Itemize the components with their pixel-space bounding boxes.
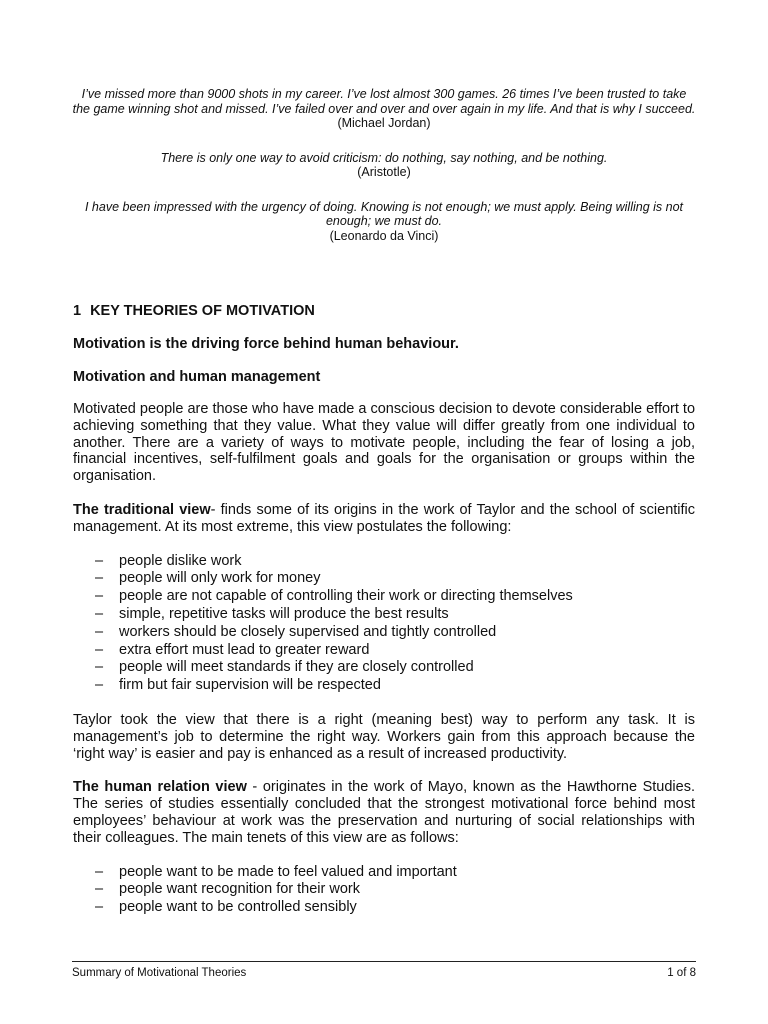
quote-aristotle bbox=[72, 151, 696, 180]
subheading-driving-force: Motivation is the driving force behind human behaviour. bbox=[73, 336, 459, 352]
quote-author: (Aristotle) bbox=[357, 165, 411, 179]
traditional-view-text: - finds some of its origins in the work of Taylor and the school of scientific management. At its most extreme, this view postulates the following: bbox=[73, 501, 696, 535]
paragraph-traditional-view bbox=[73, 502, 695, 536]
section-title: KEY THEORIES OF MOTIVATION bbox=[90, 303, 315, 319]
quote-author: (Michael Jordan) bbox=[337, 116, 431, 130]
traditional-view-label: The traditional view bbox=[73, 501, 211, 518]
quote-text: I’ve missed more than 9000 shots in my career. I’ve lost almost 300 games. 26 times I’ve been trusted to take the game winning shot and missed. I’ve failed over and over and over again in my life. And that is why I succeed. bbox=[72, 87, 696, 116]
list-item: – workers should be closely supervised and tightly controlled bbox=[95, 623, 497, 640]
dash-bullet: – bbox=[95, 659, 104, 676]
dash-bullet: – bbox=[95, 570, 104, 587]
list-item: – people want to be controlled sensibly bbox=[95, 899, 357, 916]
footer-divider bbox=[72, 961, 696, 962]
human-relation-view-label: The human relation view bbox=[73, 779, 247, 796]
quotes-block bbox=[72, 87, 696, 263]
section-number: 1 bbox=[73, 303, 82, 319]
dash-bullet: – bbox=[95, 677, 104, 694]
quote-author: (Leonardo da Vinci) bbox=[329, 228, 439, 243]
paragraph-motivated-people: Motivated people are those who have made a conscious decision to devote considerable effort to achieving something that they value. What they value will differ greatly from one individual to another. There are a variety of ways to motivate people, including the fear of losing a job, financial incentives, self-fulfilment goals and goals for the organisation or groups within the organisation. bbox=[73, 401, 696, 485]
quote-text: I have been impressed with the urgency of doing. Knowing is not enough; we must apply. Being willing is not enough; we must do. bbox=[84, 199, 684, 228]
human-relation-view-text: - originates in the work of Mayo, known as the Hawthorne Studies. The series of studies essentially concluded that the strongest motivational force behind most employees’ behaviour at work was the preservation and nurturing of social relationships with their colleagues. The main tenets of this view are as follows: bbox=[73, 779, 695, 846]
list-item: – people will only work for money bbox=[95, 570, 321, 587]
quote-text: There is only one way to avoid criticism: do nothing, say nothing, and be nothing. bbox=[160, 150, 608, 165]
list-item: – people will meet standards if they are closely controlled bbox=[95, 659, 474, 676]
dash-bullet: – bbox=[95, 552, 104, 569]
page-number: 1 of 8 bbox=[667, 967, 696, 979]
list-item: – people want recognition for their work bbox=[95, 881, 360, 898]
paragraph-taylor: Taylor took the view that there is a right (meaning best) way to perform any task. It is management’s job to determine the right way. Workers gain from this approach because the ‘right way’ is easier and pay is enhanced as a result of increased productivity. bbox=[73, 711, 695, 762]
list-item: – people dislike work bbox=[95, 552, 242, 569]
paragraph-human-relation-view bbox=[73, 779, 695, 846]
document-body bbox=[73, 302, 695, 934]
human-relation-view-list bbox=[73, 864, 695, 917]
dash-bullet: – bbox=[95, 863, 104, 880]
list-item: – firm but fair supervision will be respected bbox=[95, 677, 381, 694]
dash-bullet: – bbox=[95, 641, 104, 658]
dash-bullet: – bbox=[95, 605, 104, 622]
list-item: – people want to be made to feel valued and important bbox=[95, 863, 457, 880]
list-item: – simple, repetitive tasks will produce the best results bbox=[95, 605, 449, 622]
quote-da-vinci bbox=[72, 200, 696, 244]
list-item: – people are not capable of controlling their work or directing themselves bbox=[95, 588, 573, 605]
dash-bullet: – bbox=[95, 899, 104, 916]
subheading-human-management: Motivation and human management bbox=[73, 369, 321, 385]
footer-title: Summary of Motivational Theories bbox=[72, 967, 247, 979]
dash-bullet: – bbox=[95, 881, 104, 898]
list-item: – extra effort must lead to greater reward bbox=[95, 641, 370, 658]
traditional-view-list bbox=[73, 553, 695, 695]
quote-jordan bbox=[72, 87, 696, 131]
dash-bullet: – bbox=[95, 588, 104, 605]
dash-bullet: – bbox=[95, 623, 104, 640]
section-heading bbox=[73, 302, 695, 320]
